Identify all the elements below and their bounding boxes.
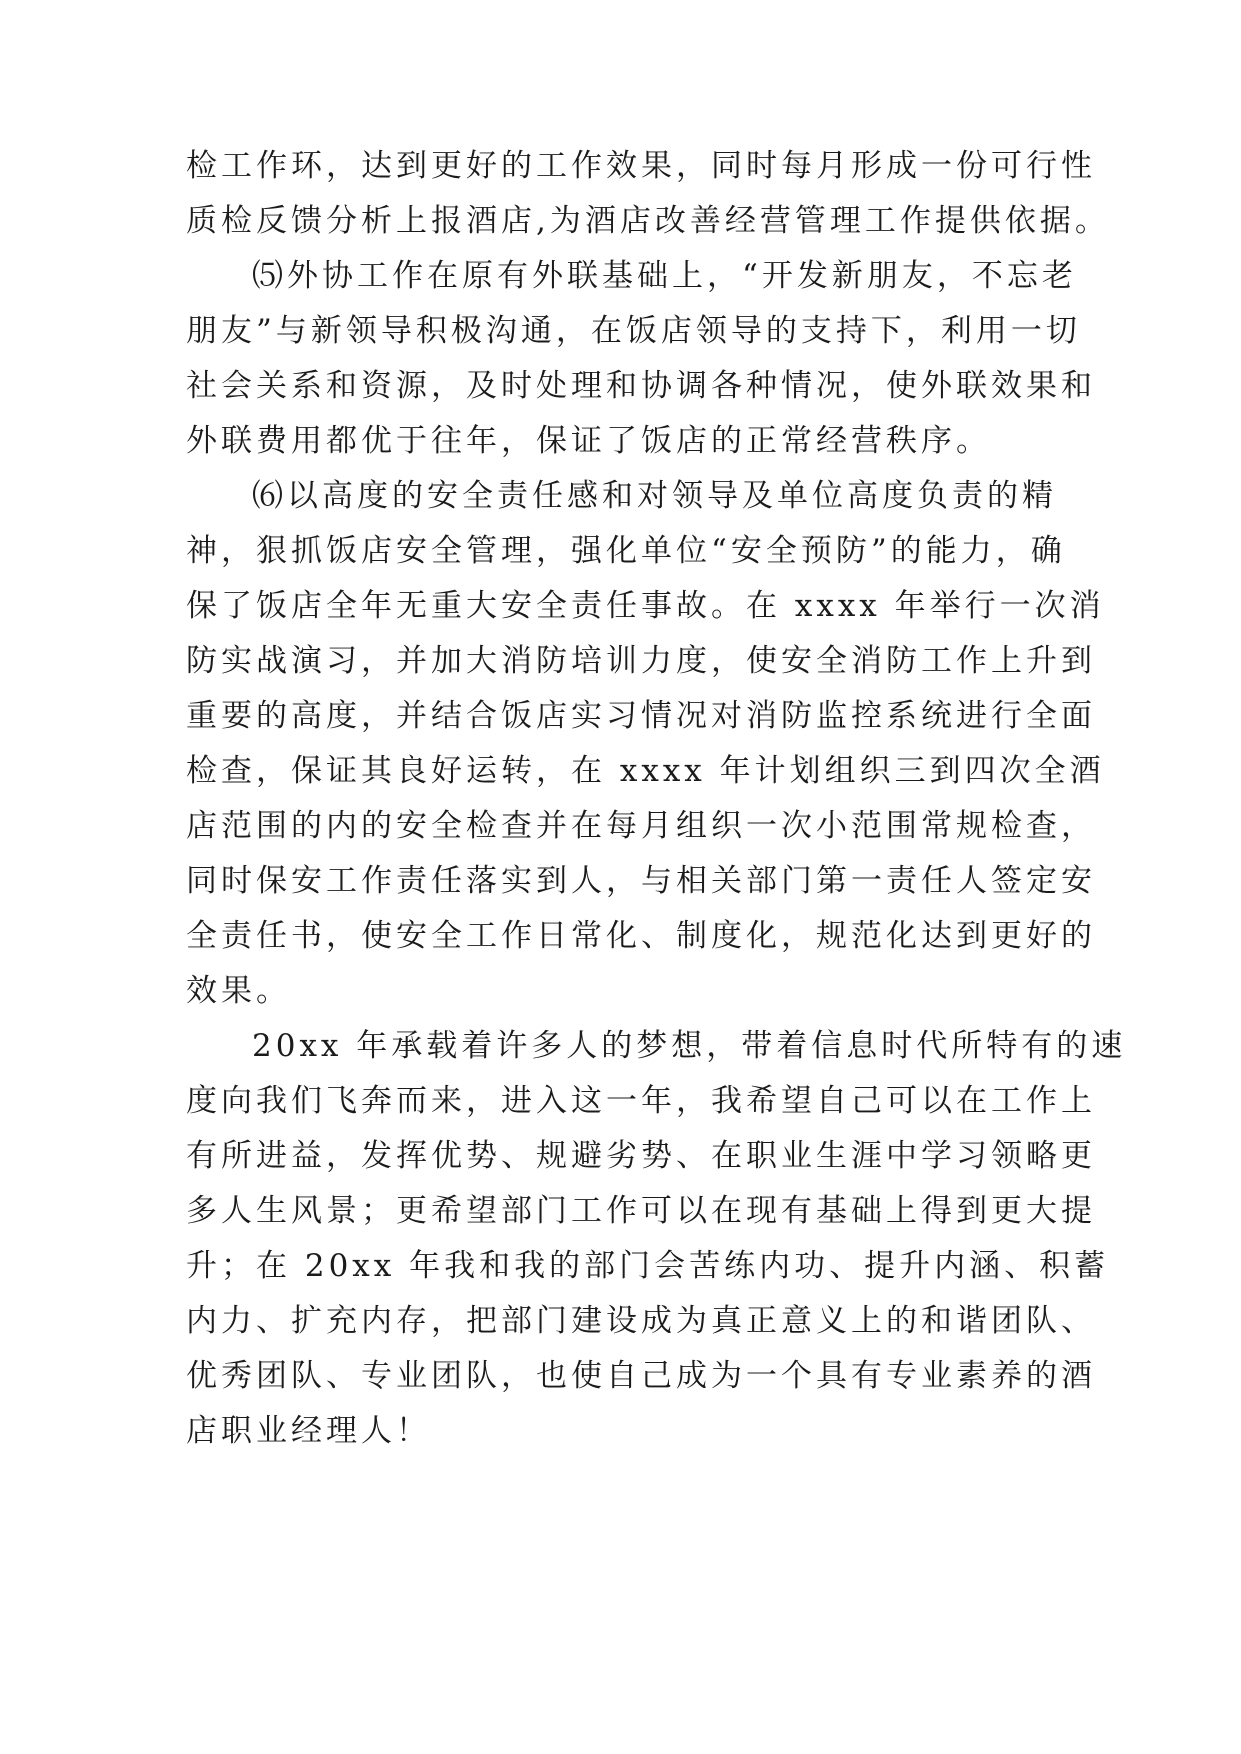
text-line-8: 神，狠抓饭店安全管理，强化单位“安全预防”的能力，确 xyxy=(186,533,1066,569)
text-line-13: 店范围的内的安全检查并在每月组织一次小范围常规检查， xyxy=(186,808,1096,844)
text-line-20: 多人生风景；更希望部门工作可以在现有基础上得到更大提 xyxy=(186,1193,1096,1229)
text-line-19: 有所进益，发挥优势、规避劣势、在职业生涯中学习领略更 xyxy=(186,1138,1096,1174)
text-line-5: 社会关系和资源，及时处理和协调各种情况，使外联效果和 xyxy=(186,368,1096,404)
text-line-9: 保了饭店全年无重大安全责任事故。在 xxxx 年举行一次消 xyxy=(186,588,1105,624)
text-line-12: 检查，保证其良好运转，在 xxxx 年计划组织三到四次全酒 xyxy=(186,753,1105,789)
paragraph-5-start: ⑸外协工作在原有外联基础上，“开发新朋友，不忘老 xyxy=(252,258,1077,294)
text-line-15: 全责任书，使安全工作日常化、制度化，规范化达到更好的 xyxy=(186,918,1096,954)
text-line-4: 朋友”与新领导积极沟通，在饭店领导的支持下，利用一切 xyxy=(186,313,1081,349)
text-line-14: 同时保安工作责任落实到人，与相关部门第一责任人签定安 xyxy=(186,863,1096,899)
text-line-18: 度向我们飞奔而来，进入这一年，我希望自己可以在工作上 xyxy=(186,1083,1096,1119)
text-line-24: 店职业经理人！ xyxy=(186,1413,431,1449)
text-line-6: 外联费用都优于往年，保证了饭店的正常经营秩序。 xyxy=(186,423,991,459)
paragraph-6-start: ⑹以高度的安全责任感和对领导及单位高度负责的精 xyxy=(252,478,1057,514)
text-line-21: 升；在 20xx 年我和我的部门会苦练内功、提升内涵、积蓄 xyxy=(186,1248,1110,1284)
text-line-10: 防实战演习，并加大消防培训力度，使安全消防工作上升到 xyxy=(186,643,1096,679)
text-line-22: 内力、扩充内存，把部门建设成为真正意义上的和谐团队、 xyxy=(186,1303,1096,1339)
text-line-1: 检工作环，达到更好的工作效果，同时每月形成一份可行性 xyxy=(186,148,1096,184)
text-line-2: 质检反馈分析上报酒店,为酒店改善经营管理工作提供依据。 xyxy=(186,203,1110,239)
paragraph-closing-start: 20xx 年承载着许多人的梦想，带着信息时代所特有的速 xyxy=(252,1028,1127,1064)
text-line-11: 重要的高度，并结合饭店实习情况对消防监控系统进行全面 xyxy=(186,698,1096,734)
text-line-23: 优秀团队、专业团队，也使自己成为一个具有专业素养的酒 xyxy=(186,1358,1096,1394)
text-line-16: 效果。 xyxy=(186,973,291,1009)
